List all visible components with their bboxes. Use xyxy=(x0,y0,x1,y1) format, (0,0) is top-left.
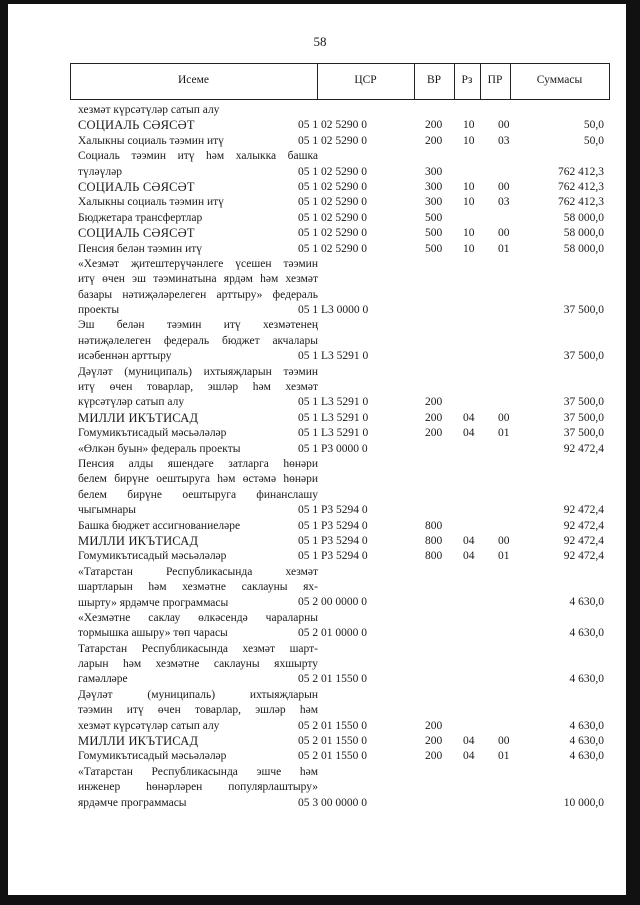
row-name xyxy=(0,365,318,411)
table-row xyxy=(0,442,640,457)
table-row xyxy=(0,195,640,210)
row-name xyxy=(0,257,318,319)
row-name-line: Гомумикътисадый мәсьәләләр xyxy=(78,750,227,763)
header-pr: ПР xyxy=(487,74,503,86)
row-csr: 05 1 02 5290 0 xyxy=(298,134,367,147)
row-name-line: СОЦИАЛЬ СӘЯСӘТ xyxy=(78,118,195,133)
row-vr: 800 xyxy=(425,534,443,547)
row-sum: 37 500,0 xyxy=(563,427,604,440)
row-name-line: күрсәтүләр сатып алу xyxy=(78,396,185,409)
row-name xyxy=(0,549,318,564)
table-header xyxy=(70,63,610,100)
row-sum: 4 630,0 xyxy=(569,750,604,763)
table-row xyxy=(0,180,640,195)
table-row xyxy=(0,734,640,749)
row-name-line: Гомумикътисадый мәсьәләләр xyxy=(78,427,227,440)
row-name-line: Халыкны социаль тәэмин итү xyxy=(78,134,224,147)
row-rz: 10 xyxy=(463,196,475,209)
row-rz: 04 xyxy=(463,735,475,747)
row-vr: 200 xyxy=(425,134,443,147)
row-sum: 4 630,0 xyxy=(569,673,604,686)
table-row xyxy=(0,226,640,241)
page-number: 58 xyxy=(313,34,327,49)
row-name xyxy=(0,765,318,811)
column-divider xyxy=(609,64,610,99)
row-name xyxy=(0,211,318,226)
row-name xyxy=(0,426,318,441)
row-csr: 05 1 02 5290 0 xyxy=(298,196,367,209)
row-name-line: шырту» ярдәмче программасы xyxy=(78,596,229,609)
row-vr: 200 xyxy=(425,119,443,132)
row-sum: 4 630,0 xyxy=(569,627,604,640)
row-name-line: «Татарстан Республикасында хезмәт xyxy=(78,565,318,578)
row-name-line: исәбеннән арттыру xyxy=(78,350,172,363)
row-vr: 200 xyxy=(425,411,443,424)
row-pr: 03 xyxy=(498,134,510,147)
table-body xyxy=(0,103,640,811)
header-name: Исеме xyxy=(177,74,210,86)
row-csr: 05 1 L3 5291 0 xyxy=(298,411,369,424)
row-vr: 200 xyxy=(425,719,443,732)
row-sum: 4 630,0 xyxy=(569,596,604,609)
row-csr: 05 1 P3 5294 0 xyxy=(298,504,368,517)
row-name xyxy=(0,318,318,364)
scan-edge-bottom xyxy=(0,895,640,905)
row-rz: 10 xyxy=(463,242,475,255)
row-sum: 37 500,0 xyxy=(563,396,604,409)
row-sum: 92 472,4 xyxy=(563,519,604,532)
row-rz: 04 xyxy=(463,534,475,547)
row-pr: 00 xyxy=(498,180,510,193)
row-name xyxy=(0,534,318,549)
table-row xyxy=(0,642,640,688)
row-vr: 300 xyxy=(425,196,443,209)
row-sum: 92 472,4 xyxy=(563,550,604,563)
table-row xyxy=(0,134,640,149)
row-sum: 58 000,0 xyxy=(563,211,604,224)
row-name-line: инженер һөнәрләрен популярлаштыру» xyxy=(78,781,318,794)
row-csr: 05 1 L3 5291 0 xyxy=(298,427,369,440)
row-vr: 500 xyxy=(425,211,443,224)
row-name-line: «Хезмәтне саклау өлкәсендә чараларны xyxy=(78,611,318,624)
row-name-line: ларын һәм хезмәтне саклауны яхшырту xyxy=(78,658,318,671)
row-name-line: Халыкны социаль тәэмин итү xyxy=(78,196,224,209)
row-name-line: МИЛЛИ ИКЪТИСАД xyxy=(78,734,199,749)
row-rz: 04 xyxy=(463,411,475,424)
row-csr: 05 1 02 5290 0 xyxy=(298,227,367,240)
row-name-line: СОЦИАЛЬ СӘЯСӘТ xyxy=(78,226,195,241)
row-csr: 05 2 00 0000 0 xyxy=(298,596,367,609)
row-name xyxy=(0,134,318,149)
row-name-line: Дәүләт (муниципаль) ихтыяҗларын тәэмин xyxy=(78,365,318,378)
row-name xyxy=(0,519,318,534)
row-name-line: МИЛЛИ ИКЪТИСАД xyxy=(78,533,199,548)
table-row xyxy=(0,549,640,564)
row-name xyxy=(0,103,318,118)
row-vr: 200 xyxy=(425,750,443,763)
row-name-line: «Татарстан Республикасында эшче һәм xyxy=(78,765,318,778)
row-rz: 04 xyxy=(463,550,475,563)
row-pr: 03 xyxy=(498,196,510,209)
row-csr: 05 2 01 0000 0 xyxy=(298,627,367,640)
row-name xyxy=(0,226,318,241)
table-row xyxy=(0,749,640,764)
row-csr: 05 1 L3 0000 0 xyxy=(298,304,369,317)
table-row xyxy=(0,765,640,811)
row-rz: 10 xyxy=(463,119,475,132)
row-pr: 00 xyxy=(498,411,510,424)
row-name xyxy=(0,149,318,180)
row-name xyxy=(0,734,318,749)
row-name xyxy=(0,411,318,426)
row-sum: 37 500,0 xyxy=(563,304,604,317)
row-csr: 05 2 01 1550 0 xyxy=(298,719,367,732)
row-name-line: итү өчен эш тәэминатына ярдәм һәм хезмәт xyxy=(78,273,318,286)
row-name-line: түләүләр xyxy=(78,165,122,178)
row-name-line: базары нәтиҗәләрелеген арттыру» федераль xyxy=(78,288,318,301)
table-row xyxy=(0,242,640,257)
row-name xyxy=(0,242,318,257)
row-name xyxy=(0,457,318,519)
row-rz: 10 xyxy=(463,227,475,240)
row-csr: 05 1 02 5290 0 xyxy=(298,211,367,224)
row-rz: 04 xyxy=(463,427,475,440)
row-vr: 200 xyxy=(425,396,443,409)
row-name xyxy=(0,565,318,611)
row-name-line: хезмәт күрсәтүләр сатып алу xyxy=(78,104,220,116)
row-csr: 05 1 02 5290 0 xyxy=(298,165,367,178)
row-name xyxy=(0,195,318,210)
table-row xyxy=(0,688,640,734)
table-row xyxy=(0,457,640,519)
row-vr: 300 xyxy=(425,180,443,193)
row-name-line: белем бирүне оештыруга һәм өстәмә һөнәри xyxy=(78,473,318,486)
row-sum: 762 412,3 xyxy=(558,180,604,193)
row-csr: 05 2 01 1550 0 xyxy=(298,673,367,686)
row-sum: 10 000,0 xyxy=(563,796,604,809)
row-pr: 00 xyxy=(498,119,510,132)
row-name-line: нәтиҗәлелеген федераль бюджет акчалары xyxy=(78,334,318,347)
row-name-line: белем бирүне оештыруга финанслашу xyxy=(78,488,318,501)
row-csr: 05 1 02 5290 0 xyxy=(298,119,367,132)
row-name-line: шартларын һәм хезмәтне саклауны ях- xyxy=(78,581,318,594)
row-csr: 05 1 L3 5291 0 xyxy=(298,396,369,409)
table-row xyxy=(0,519,640,534)
row-name xyxy=(0,442,318,457)
row-sum: 37 500,0 xyxy=(563,350,604,363)
header-sum: Суммасы xyxy=(536,74,583,86)
row-rz: 04 xyxy=(463,750,475,763)
row-csr: 05 1 02 5290 0 xyxy=(298,180,367,193)
row-name-line: итү өчен товарлар, эшләр һәм хезмәт xyxy=(78,381,318,394)
row-name-line: Татарстан Республикасында хезмәт шарт- xyxy=(78,642,318,655)
row-name-line: гамәлләре xyxy=(78,673,128,686)
row-name-line: чыгымнары xyxy=(78,504,136,517)
scan-edge-top xyxy=(0,0,640,4)
row-csr: 05 1 P3 0000 0 xyxy=(298,442,368,455)
row-name-line: Пенсия белән тәэмин итү xyxy=(78,242,203,255)
row-sum: 762 412,3 xyxy=(558,165,604,178)
table-row xyxy=(0,257,640,319)
row-name-line: проекты xyxy=(78,304,120,317)
row-sum: 58 000,0 xyxy=(563,242,604,255)
row-sum: 4 630,0 xyxy=(569,735,604,747)
row-vr: 500 xyxy=(425,227,443,240)
row-name xyxy=(0,688,318,734)
table-row xyxy=(0,149,640,180)
row-name-line: «Өлкән буын» федераль проекты xyxy=(78,442,241,455)
row-name-line: хезмәт күрсәтүләр сатып алу xyxy=(78,719,220,732)
row-vr: 800 xyxy=(425,550,443,563)
row-sum: 50,0 xyxy=(583,119,604,132)
row-sum: 4 630,0 xyxy=(569,719,604,732)
row-csr: 05 2 01 1550 0 xyxy=(298,735,367,747)
table-row xyxy=(0,565,640,611)
row-rz: 10 xyxy=(463,134,475,147)
row-name-line: ярдәмче программасы xyxy=(78,796,187,809)
row-csr: 05 1 L3 5291 0 xyxy=(298,350,369,363)
row-vr: 800 xyxy=(425,519,443,532)
row-csr: 05 1 P3 5294 0 xyxy=(298,550,368,563)
row-pr: 01 xyxy=(498,550,510,563)
row-csr: 05 1 P3 5294 0 xyxy=(298,519,368,532)
header-csr: ЦСР xyxy=(354,74,377,86)
row-name-line: Эш белән тәэмин итү хезмәтенең xyxy=(78,319,318,332)
row-sum: 92 472,4 xyxy=(563,504,604,517)
row-vr: 200 xyxy=(425,735,443,747)
row-name xyxy=(0,749,318,764)
header-vr: ВР xyxy=(426,74,442,86)
table-row xyxy=(0,318,640,364)
row-vr: 200 xyxy=(425,427,443,440)
row-pr: 01 xyxy=(498,242,510,255)
row-name xyxy=(0,611,318,642)
row-pr: 00 xyxy=(498,227,510,240)
row-name-line: «Хезмәт җитештерүчәнлеге үсешен тәэмин xyxy=(78,257,318,270)
row-sum: 92 472,4 xyxy=(563,442,604,455)
row-sum: 37 500,0 xyxy=(563,411,604,424)
row-vr: 500 xyxy=(425,242,443,255)
table-row xyxy=(0,103,640,118)
row-name-line: Башка бюджет ассигнованиеләре xyxy=(78,519,241,532)
row-name-line: Пенсия алды яшендәге затларга һөнәри xyxy=(78,457,318,470)
row-csr: 05 1 P3 5294 0 xyxy=(298,534,368,547)
row-vr: 300 xyxy=(425,165,443,178)
row-sum: 92 472,4 xyxy=(563,534,604,547)
row-name-line: Бюджетара трансфертлар xyxy=(78,211,203,224)
row-rz: 10 xyxy=(463,180,475,193)
row-csr: 05 3 00 0000 0 xyxy=(298,796,367,809)
table-row xyxy=(0,611,640,642)
table-row xyxy=(0,534,640,549)
row-name-line: Гомумикътисадый мәсьәләләр xyxy=(78,550,227,563)
row-name-line: тәэмин итү өчен товарлар, эшләр һәм xyxy=(78,704,318,717)
table-row xyxy=(0,211,640,226)
row-sum: 50,0 xyxy=(583,134,604,147)
row-pr: 01 xyxy=(498,427,510,440)
row-sum: 762 412,3 xyxy=(558,196,604,209)
row-pr: 00 xyxy=(498,534,510,547)
row-name-line: СОЦИАЛЬ СӘЯСӘТ xyxy=(78,179,195,194)
row-name xyxy=(0,642,318,688)
row-name-line: тормышка ашыру» төп чарасы xyxy=(78,627,228,640)
row-pr: 01 xyxy=(498,750,510,763)
table-row xyxy=(0,118,640,133)
row-name xyxy=(0,118,318,133)
row-name-line: Социаль тәэмин итү һәм халыкка башка xyxy=(78,150,318,163)
table-row xyxy=(0,411,640,426)
row-sum: 58 000,0 xyxy=(563,227,604,240)
table-row xyxy=(0,426,640,441)
row-name xyxy=(0,180,318,195)
row-pr: 00 xyxy=(498,735,510,747)
row-csr: 05 2 01 1550 0 xyxy=(298,750,367,763)
row-csr: 05 1 02 5290 0 xyxy=(298,242,367,255)
row-name-line: Дәүләт (муниципаль) ихтыяҗларын xyxy=(78,688,318,701)
row-name-line: МИЛЛИ ИКЪТИСАД xyxy=(78,410,199,425)
header-rz: Рз xyxy=(461,74,473,86)
table-row xyxy=(0,365,640,411)
